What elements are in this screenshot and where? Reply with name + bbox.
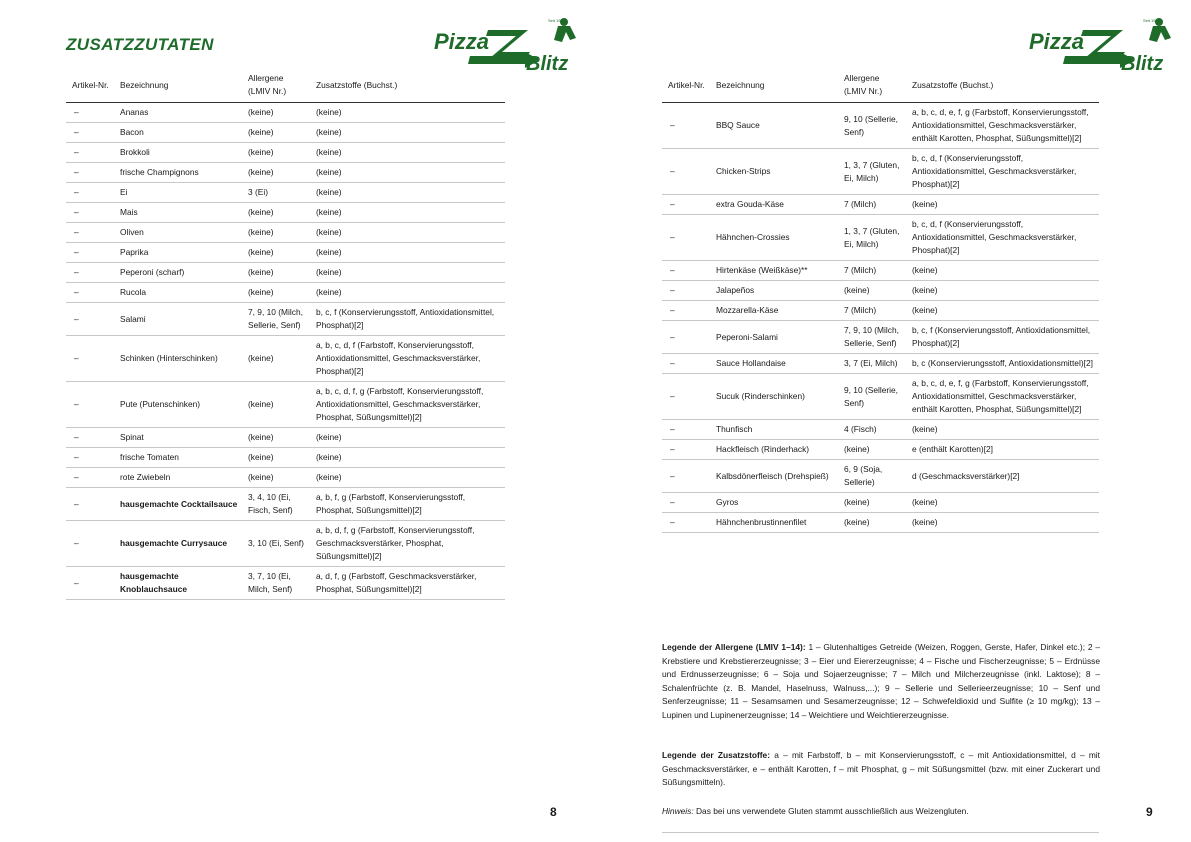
name-cell: Rucola: [114, 283, 242, 303]
pizza-blitz-logo: [430, 12, 585, 74]
table-row: [66, 263, 505, 283]
name-cell: Peperoni-Salami: [710, 321, 838, 354]
table-row: [66, 183, 505, 203]
table-header: [66, 68, 505, 103]
additives-cell: (keine): [310, 448, 505, 468]
allergens-cell: (keine): [242, 103, 310, 123]
article-nr-cell: –: [66, 263, 114, 283]
table-row: [662, 440, 1099, 460]
article-nr-cell: –: [662, 215, 710, 261]
header-article-nr: Artikel-Nr.: [662, 68, 710, 103]
name-cell: Hähnchenbrustinnenfilet: [710, 513, 838, 533]
additions-table: [66, 68, 505, 600]
additives-cell: (keine): [310, 103, 505, 123]
allergens-cell: 9, 10 (Sellerie, Senf): [838, 374, 906, 420]
name-cell: Salami: [114, 303, 242, 336]
name-cell: Sauce Hollandaise: [710, 354, 838, 374]
allergens-cell: 3, 7, 10 (Ei, Milch, Senf): [242, 567, 310, 600]
article-nr-cell: –: [66, 243, 114, 263]
svg-text:Seit 1988: Seit 1988: [1143, 18, 1160, 23]
allergens-cell: (keine): [242, 336, 310, 382]
table-row: [66, 223, 505, 243]
article-nr-cell: –: [66, 163, 114, 183]
name-cell: Brokkoli: [114, 143, 242, 163]
table-header: [662, 68, 1099, 103]
article-nr-cell: –: [662, 321, 710, 354]
additives-cell: (keine): [310, 468, 505, 488]
article-nr-cell: –: [662, 354, 710, 374]
table-row: [66, 468, 505, 488]
legend-additives-text: a – mit Farbstoff, b – mit Konservierungsstoff, c – mit Antioxidationsmittel, d – mit Geschmacksverstärker, e – enthält Karotten, f – mit Phosphat, g – mit Süßungsmittel (bzw. mit einer Zuckerart und Süßungsmitteln).: [662, 750, 1100, 787]
allergens-cell: 1, 3, 7 (Gluten, Ei, Milch): [838, 215, 906, 261]
header-name: Bezeichnung: [710, 68, 838, 103]
legend-allergens: [662, 641, 1100, 722]
article-nr-cell: –: [662, 513, 710, 533]
table-row: [662, 321, 1099, 354]
table-row: [66, 336, 505, 382]
page-right: [596, 0, 1191, 842]
allergens-cell: (keine): [242, 163, 310, 183]
article-nr-cell: –: [66, 428, 114, 448]
allergens-cell: 9, 10 (Sellerie, Senf): [838, 103, 906, 149]
allergens-cell: (keine): [242, 143, 310, 163]
name-cell: Bacon: [114, 123, 242, 143]
table-row: [66, 163, 505, 183]
article-nr-cell: –: [66, 303, 114, 336]
article-nr-cell: –: [66, 488, 114, 521]
article-nr-cell: –: [662, 420, 710, 440]
table-row: [662, 460, 1099, 493]
table-row: [662, 195, 1099, 215]
additives-cell: (keine): [906, 513, 1099, 533]
additives-cell: a, b, c, d, f, g (Farbstoff, Konservierungsstoff, Antioxidationsmittel, Geschmacksverstärker, Phosphat, Süßungsmittel)[2]: [310, 382, 505, 428]
table-row: [66, 488, 505, 521]
name-cell: Mozzarella-Käse: [710, 301, 838, 321]
allergens-cell: (keine): [242, 468, 310, 488]
table-row: [662, 103, 1099, 149]
legend-additives: [662, 749, 1100, 790]
table-row: [66, 303, 505, 336]
allergens-cell: 7 (Milch): [838, 195, 906, 215]
additives-cell: (keine): [310, 283, 505, 303]
svg-text:Blitz: Blitz: [1121, 53, 1164, 74]
additives-cell: (keine): [906, 301, 1099, 321]
allergens-cell: 3, 4, 10 (Ei, Fisch, Senf): [242, 488, 310, 521]
section-title: ZUSATZZUTATEN: [66, 35, 214, 54]
allergens-cell: (keine): [242, 243, 310, 263]
header-name: Bezeichnung: [114, 68, 242, 103]
article-nr-cell: –: [662, 301, 710, 321]
table-row: [66, 283, 505, 303]
page-left: [0, 0, 595, 842]
additives-cell: (keine): [310, 428, 505, 448]
table-row: [66, 448, 505, 468]
table-row: [66, 567, 505, 600]
additives-cell: (keine): [906, 420, 1099, 440]
table-row: [66, 103, 505, 123]
name-cell: Oliven: [114, 223, 242, 243]
additives-cell: d (Geschmacksverstärker)[2]: [906, 460, 1099, 493]
page-number: 9: [1146, 805, 1153, 819]
name-cell: Chicken-Strips: [710, 149, 838, 195]
allergens-cell: 7, 9, 10 (Milch, Sellerie, Senf): [838, 321, 906, 354]
header-additives: Zusatzstoffe (Buchst.): [906, 68, 1099, 103]
svg-text:Blitz: Blitz: [526, 53, 569, 74]
header-allergens: Allergene (LMIV Nr.): [242, 68, 310, 103]
article-nr-cell: –: [66, 203, 114, 223]
allergens-cell: (keine): [838, 493, 906, 513]
table-row: [662, 261, 1099, 281]
svg-text:Pizza: Pizza: [1029, 29, 1085, 54]
name-cell: Peperoni (scharf): [114, 263, 242, 283]
name-cell: Ei: [114, 183, 242, 203]
article-nr-cell: –: [66, 103, 114, 123]
allergens-cell: 7 (Milch): [838, 301, 906, 321]
name-cell: Mais: [114, 203, 242, 223]
name-cell: Hirtenkäse (Weißkäse)**: [710, 261, 838, 281]
additives-cell: (keine): [906, 493, 1099, 513]
name-cell: Jalapeños: [710, 281, 838, 301]
name-cell: BBQ Sauce: [710, 103, 838, 149]
article-nr-cell: –: [662, 374, 710, 420]
table-row: [662, 374, 1099, 420]
table-row: [66, 123, 505, 143]
article-nr-cell: –: [66, 123, 114, 143]
allergens-cell: 7 (Milch): [838, 261, 906, 281]
allergens-cell: (keine): [838, 440, 906, 460]
table-row: [662, 420, 1099, 440]
additives-cell: (keine): [310, 263, 505, 283]
name-cell: hausgemachte Knoblauchsauce: [114, 567, 242, 600]
allergens-cell: (keine): [242, 223, 310, 243]
name-cell: hausgemachte Cocktailsauce: [114, 488, 242, 521]
table-row: [66, 428, 505, 448]
svg-text:Seit 1988: Seit 1988: [548, 18, 565, 23]
hint: [662, 806, 969, 816]
table-row: [662, 215, 1099, 261]
table-row: [662, 149, 1099, 195]
additives-cell: a, b, c, d, e, f, g (Farbstoff, Konservierungsstoff, Antioxidationsmittel, Geschmacksverstärker, enthält Karotten, Phosphat, Süßungsmittel)[2]: [906, 374, 1099, 420]
additives-cell: (keine): [906, 281, 1099, 301]
name-cell: Kalbsdönerfleisch (Drehspieß): [710, 460, 838, 493]
allergens-cell: 3, 7 (Ei, Milch): [838, 354, 906, 374]
article-nr-cell: –: [662, 460, 710, 493]
table-row: [66, 243, 505, 263]
additives-cell: b, c (Konservierungsstoff, Antioxidationsmittel)[2]: [906, 354, 1099, 374]
article-nr-cell: –: [66, 183, 114, 203]
article-nr-cell: –: [662, 261, 710, 281]
allergens-cell: 6, 9 (Soja, Sellerie): [838, 460, 906, 493]
header-article-nr: Artikel-Nr.: [66, 68, 114, 103]
table-row: [662, 281, 1099, 301]
allergens-cell: (keine): [242, 382, 310, 428]
additives-cell: (keine): [310, 183, 505, 203]
allergens-cell: 3 (Ei): [242, 183, 310, 203]
table-row: [66, 382, 505, 428]
additives-cell: (keine): [906, 261, 1099, 281]
table-row: [66, 143, 505, 163]
article-nr-cell: –: [66, 521, 114, 567]
svg-text:Pizza: Pizza: [434, 29, 490, 54]
additives-cell: a, b, f, g (Farbstoff, Konservierungsstoff, Phosphat, Süßungsmittel)[2]: [310, 488, 505, 521]
allergens-cell: (keine): [838, 513, 906, 533]
legend-allergens-label: Legende der Allergene (LMIV 1–14):: [662, 642, 806, 652]
article-nr-cell: –: [66, 223, 114, 243]
name-cell: Ananas: [114, 103, 242, 123]
page-number: 8: [550, 805, 557, 819]
additives-cell: (keine): [906, 195, 1099, 215]
name-cell: hausgemachte Currysauce: [114, 521, 242, 567]
table-row: [662, 513, 1099, 533]
pizza-blitz-logo: [1025, 12, 1180, 74]
additives-cell: (keine): [310, 243, 505, 263]
article-nr-cell: –: [662, 493, 710, 513]
name-cell: Pute (Putenschinken): [114, 382, 242, 428]
article-nr-cell: –: [66, 283, 114, 303]
article-nr-cell: –: [66, 336, 114, 382]
article-nr-cell: –: [662, 195, 710, 215]
additives-cell: b, c, f (Konservierungsstoff, Antioxidationsmittel, Phosphat)[2]: [310, 303, 505, 336]
additives-cell: (keine): [310, 143, 505, 163]
article-nr-cell: –: [662, 149, 710, 195]
article-nr-cell: –: [662, 103, 710, 149]
divider: [662, 832, 1099, 833]
additions-table: [662, 68, 1099, 533]
allergens-cell: 7, 9, 10 (Milch, Sellerie, Senf): [242, 303, 310, 336]
name-cell: frische Tomaten: [114, 448, 242, 468]
name-cell: extra Gouda-Käse: [710, 195, 838, 215]
name-cell: Hackfleisch (Rinderhack): [710, 440, 838, 460]
table-row: [66, 203, 505, 223]
article-nr-cell: –: [66, 143, 114, 163]
header-additives: Zusatzstoffe (Buchst.): [310, 68, 505, 103]
allergens-cell: 3, 10 (Ei, Senf): [242, 521, 310, 567]
article-nr-cell: –: [662, 440, 710, 460]
additives-cell: b, c, d, f (Konservierungsstoff, Antioxidationsmittel, Geschmacksverstärker, Phosphat)[2]: [906, 149, 1099, 195]
name-cell: Sucuk (Rinderschinken): [710, 374, 838, 420]
additives-cell: (keine): [310, 223, 505, 243]
additives-cell: a, d, f, g (Farbstoff, Geschmacksverstärker, Phosphat, Süßungsmittel)[2]: [310, 567, 505, 600]
name-cell: frische Champignons: [114, 163, 242, 183]
additives-cell: e (enthält Karotten)[2]: [906, 440, 1099, 460]
table-row: [662, 354, 1099, 374]
additives-cell: b, c, d, f (Konservierungsstoff, Antioxidationsmittel, Geschmacksverstärker, Phosphat)[2]: [906, 215, 1099, 261]
name-cell: Gyros: [710, 493, 838, 513]
name-cell: Hähnchen-Crossies: [710, 215, 838, 261]
article-nr-cell: –: [66, 567, 114, 600]
legend-additives-label: Legende der Zusatzstoffe:: [662, 750, 770, 760]
allergens-cell: 1, 3, 7 (Gluten, Ei, Milch): [838, 149, 906, 195]
article-nr-cell: –: [66, 448, 114, 468]
article-nr-cell: –: [662, 281, 710, 301]
name-cell: Thunfisch: [710, 420, 838, 440]
name-cell: Spinat: [114, 428, 242, 448]
name-cell: Schinken (Hinterschinken): [114, 336, 242, 382]
hint-label: Hinweis:: [662, 806, 694, 816]
article-nr-cell: –: [66, 382, 114, 428]
additives-cell: a, b, d, f, g (Farbstoff, Konservierungsstoff, Geschmacksverstärker, Phosphat, Süßungsmittel)[2]: [310, 521, 505, 567]
additives-cell: (keine): [310, 123, 505, 143]
allergens-cell: 4 (Fisch): [838, 420, 906, 440]
allergens-cell: (keine): [242, 263, 310, 283]
allergens-cell: (keine): [242, 283, 310, 303]
additives-cell: b, c, f (Konservierungsstoff, Antioxidationsmittel, Phosphat)[2]: [906, 321, 1099, 354]
table-row: [662, 301, 1099, 321]
allergens-cell: (keine): [242, 123, 310, 143]
additives-cell: (keine): [310, 203, 505, 223]
hint-text: Das bei uns verwendete Gluten stammt ausschließlich aus Weizengluten.: [695, 806, 969, 816]
additives-cell: a, b, c, d, e, f, g (Farbstoff, Konservierungsstoff, Antioxidationsmittel, Geschmacksverstärker, enthält Karotten, Phosphat, Süßungsmittel)[2]: [906, 103, 1099, 149]
allergens-cell: (keine): [242, 428, 310, 448]
allergens-cell: (keine): [838, 281, 906, 301]
table-row: [66, 521, 505, 567]
table-row: [662, 493, 1099, 513]
allergens-cell: (keine): [242, 203, 310, 223]
legend-allergens-text: 1 – Glutenhaltiges Getreide (Weizen, Roggen, Gerste, Hafer, Dinkel etc.); 2 – Krebstiere und Krebstiererzeugnisse; 3 – Eier und Eiererzeugnisse; 4 – Fische und Fischerzeugnisse; 5 – Erdnüsse und Erdnusserzeugnisse; 6 – Soja und Sojaerzeugnisse; 7 – Milch und Milcherzeugnisse (inkl. Laktose); 8 – Schalenfrüchte (z. B. Mandel, Haselnuss, Walnuss,...); 9 – Sellerie und Sellerieerzeugnisse; 10 – Senf und Senferzeugnisse; 11 – Sesamsamen und Sesamerzeugnisse; 12 – Schwefeldioxid und Sulfite (≥ 10 mg/kg); 13 – Lupinen und Lupinenerzeugnisse; 14 – Weichtiere und Weichtiererzeugnisse.: [662, 642, 1100, 720]
header-allergens: Allergene (LMIV Nr.): [838, 68, 906, 103]
name-cell: rote Zwiebeln: [114, 468, 242, 488]
additives-cell: a, b, c, d, f (Farbstoff, Konservierungsstoff, Antioxidationsmittel, Geschmacksverstärker, Phosphat)[2]: [310, 336, 505, 382]
additives-cell: (keine): [310, 163, 505, 183]
allergens-cell: (keine): [242, 448, 310, 468]
name-cell: Paprika: [114, 243, 242, 263]
article-nr-cell: –: [66, 468, 114, 488]
